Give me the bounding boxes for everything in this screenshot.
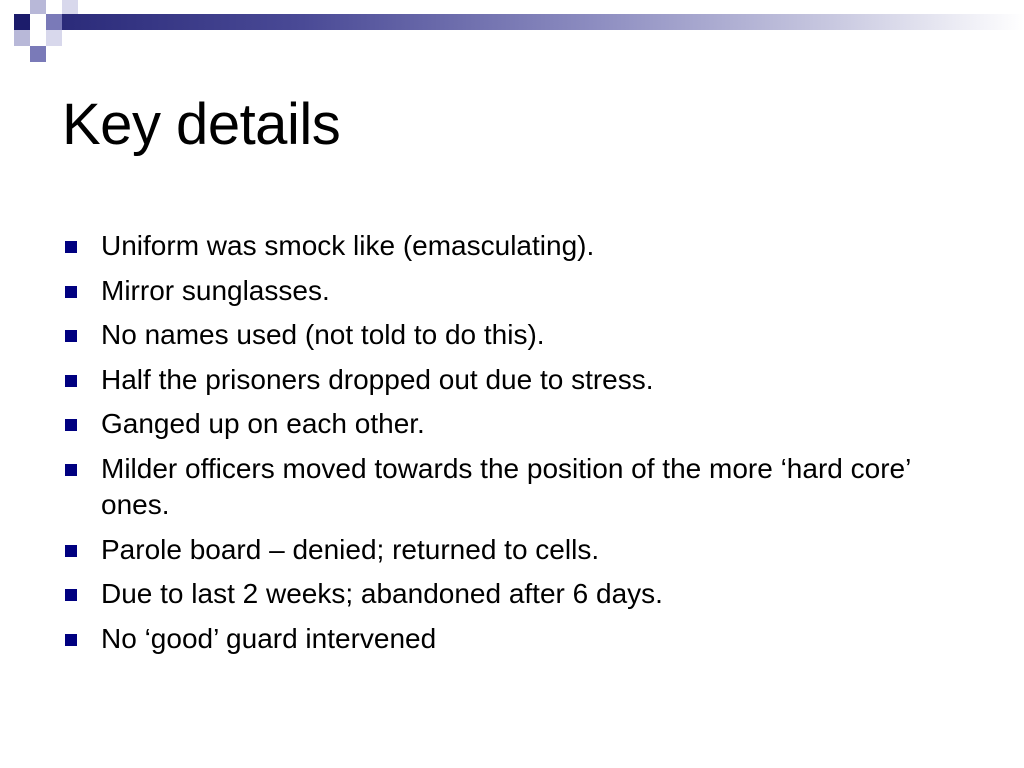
square-bullet-icon [65, 464, 77, 476]
bullet-item [62, 406, 962, 442]
square-bullet-icon [65, 241, 77, 253]
bullet-list [62, 228, 962, 665]
header-square [46, 30, 62, 46]
bullet-text: Ganged up on each other. [101, 408, 425, 440]
bullet-item [62, 362, 962, 398]
bullet-text: Half the prisoners dropped out due to stress. [101, 363, 654, 395]
header-square [62, 0, 78, 14]
bullet-item [62, 576, 962, 612]
square-bullet-icon [65, 375, 77, 387]
square-bullet-icon [65, 589, 77, 601]
bullet-text: No names used (not told to do this). [101, 319, 545, 351]
square-bullet-icon [65, 545, 77, 557]
bullet-item [62, 273, 962, 309]
bullet-item [62, 228, 962, 264]
bullet-text: Parole board – denied; returned to cells. [101, 533, 600, 565]
square-bullet-icon [65, 330, 77, 342]
header-square [46, 14, 62, 30]
square-bullet-icon [65, 419, 77, 431]
bullet-text: Milder officers moved towards the position of the more ‘hard core’ ones. [101, 452, 911, 520]
bullet-item [62, 621, 962, 657]
bullet-item [62, 317, 962, 353]
header-square [14, 14, 30, 30]
header-square [30, 46, 46, 62]
slide-title: Key details [62, 92, 341, 157]
bullet-item [62, 451, 962, 523]
bullet-text: Due to last 2 weeks; abandoned after 6 days. [101, 578, 663, 610]
bullet-text: No ‘good’ guard intervened [101, 622, 437, 654]
bullet-item [62, 532, 962, 568]
square-bullet-icon [65, 634, 77, 646]
bullet-text: Mirror sunglasses. [101, 274, 330, 306]
header-square [30, 0, 46, 14]
header-gradient-bar [62, 14, 1024, 30]
square-bullet-icon [65, 286, 77, 298]
header-square [14, 30, 30, 46]
bullet-text: Uniform was smock like (emasculating). [101, 230, 595, 261]
